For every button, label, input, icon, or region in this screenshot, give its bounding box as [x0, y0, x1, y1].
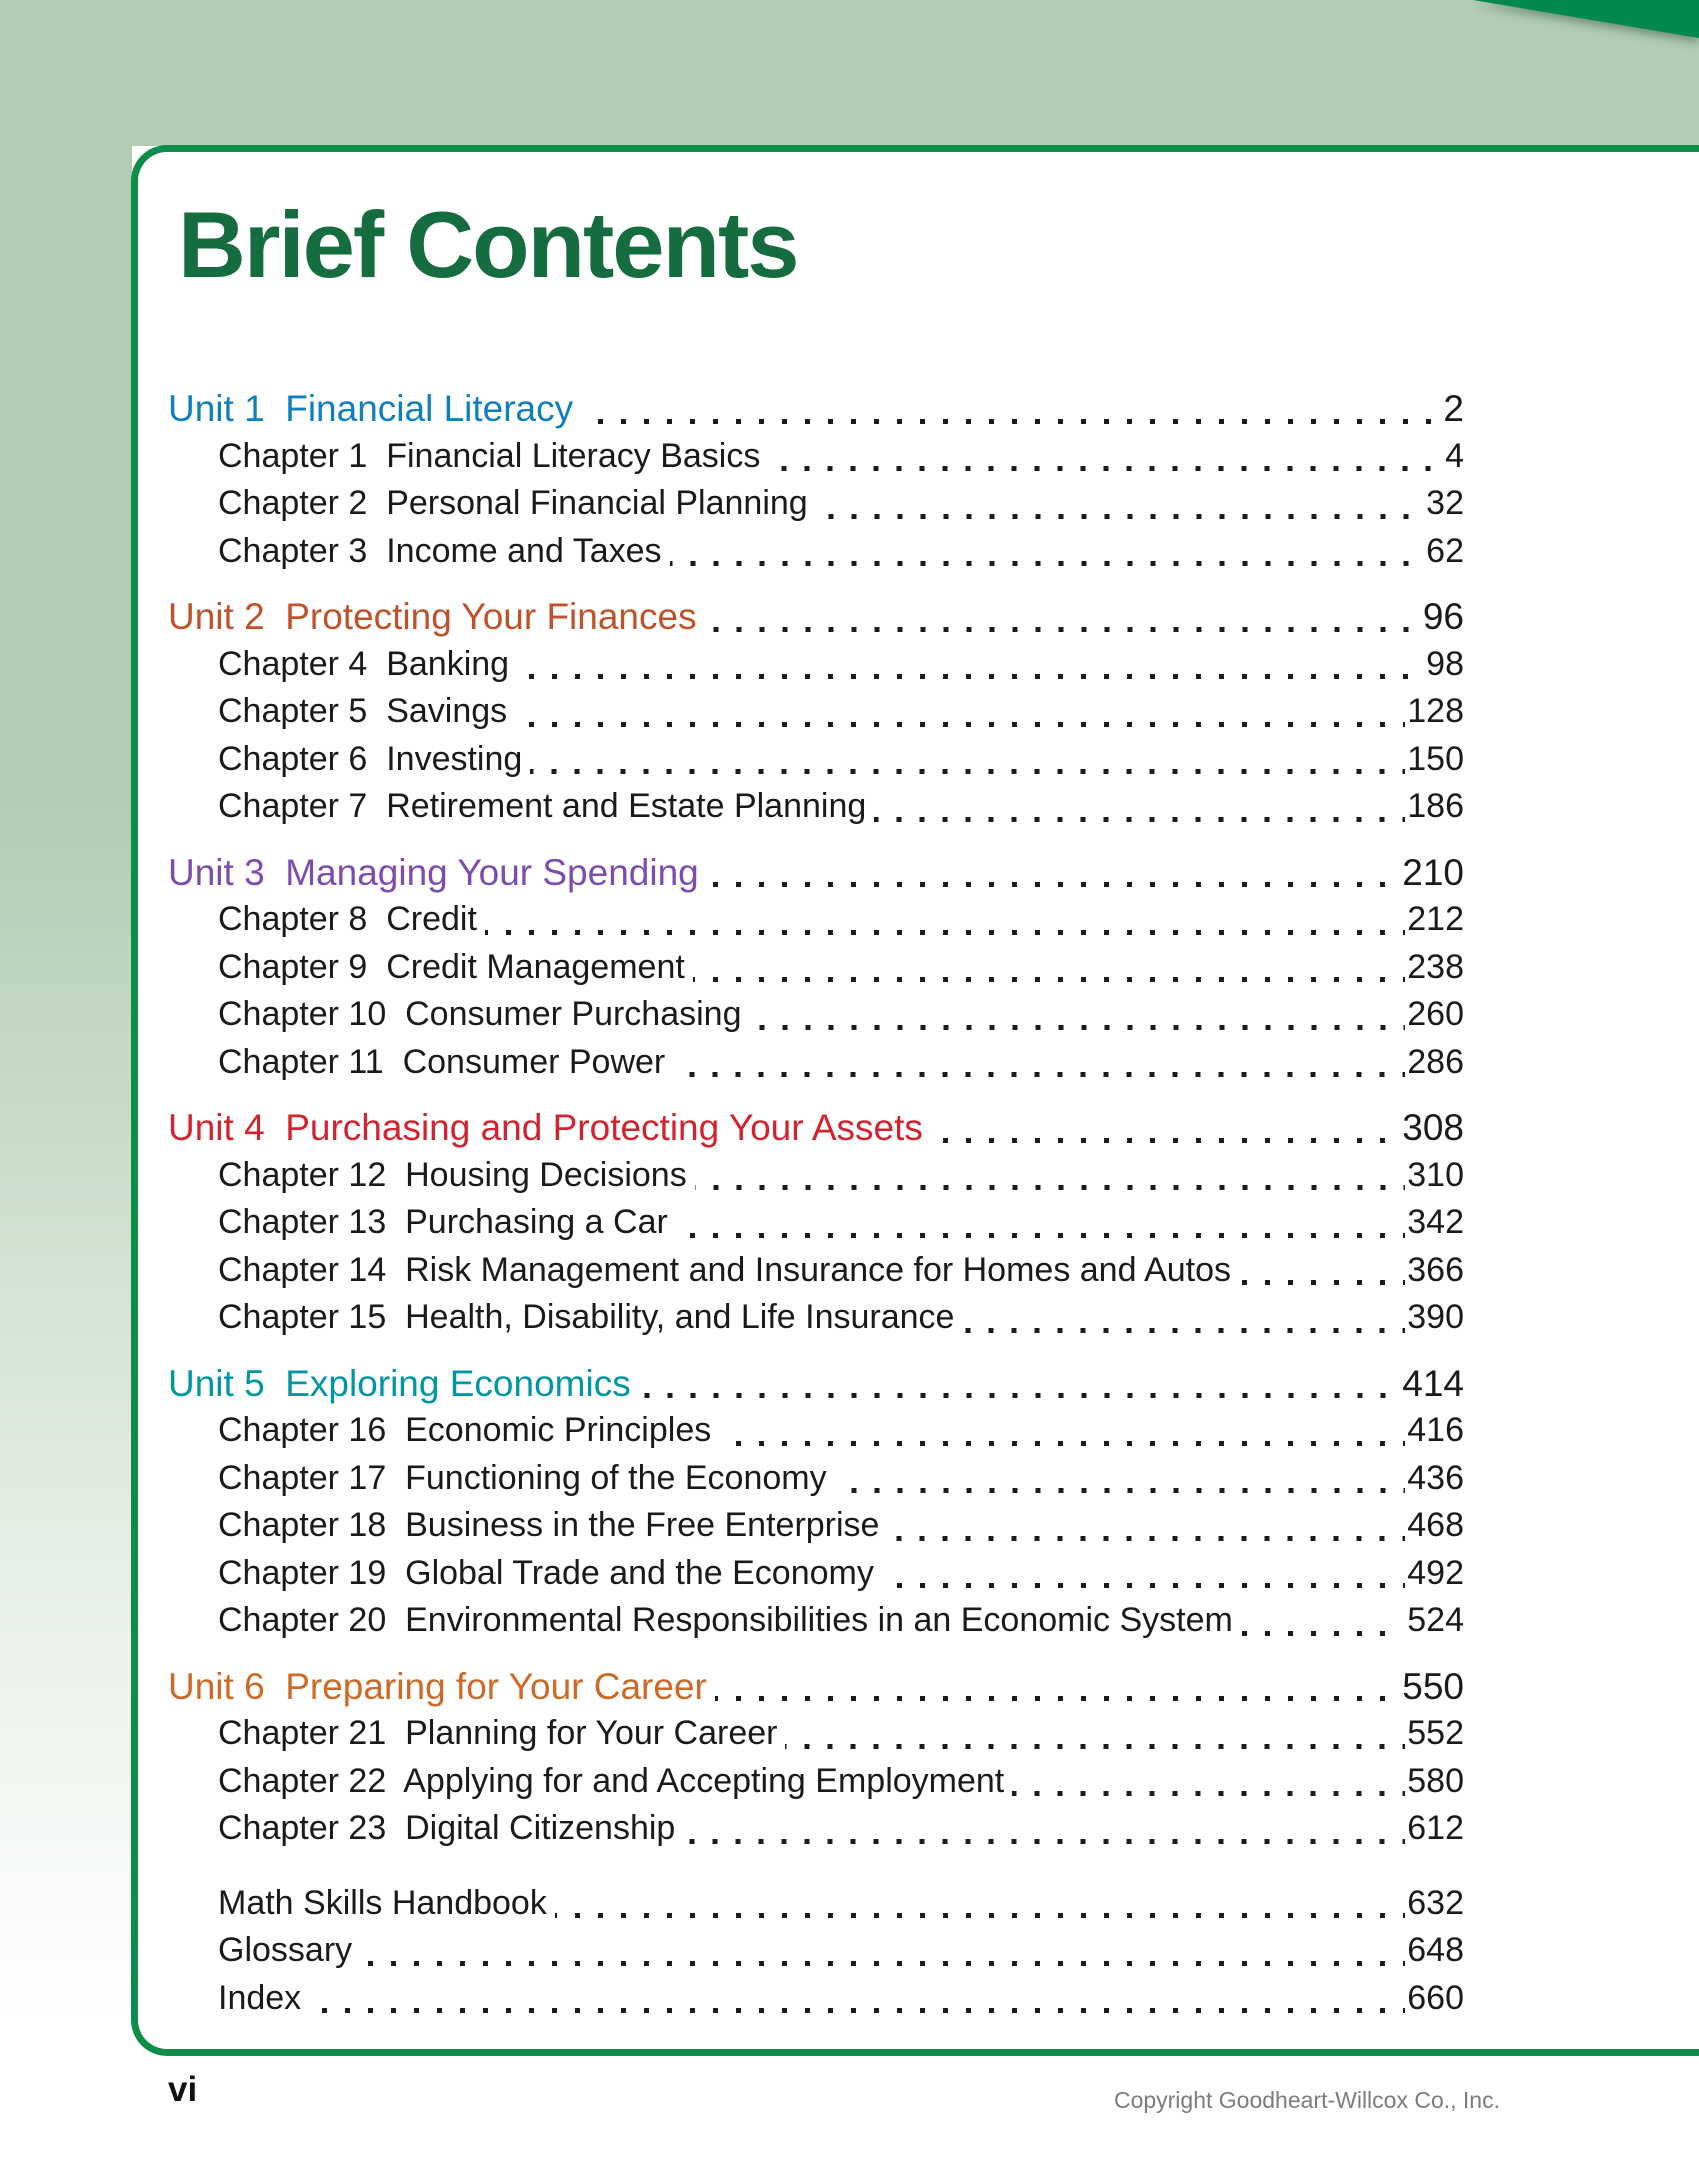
dotted-leader [676, 1233, 1405, 1238]
toc-back-matter-row-page-number: 648 [1407, 1931, 1464, 1969]
toc-chapter-row-page-number: 310 [1407, 1155, 1464, 1194]
toc-chapter-row [168, 1294, 1464, 1342]
toc-unit-1-label: Unit 1 Financial Literacy [168, 388, 574, 429]
toc-chapter-row-label: Chapter 11 Consumer Power [218, 1042, 666, 1081]
dotted-leader [695, 1185, 1406, 1190]
toc-chapter-row-label: Chapter 2 Personal Financial Planning [218, 484, 808, 522]
toc-chapter-row-page-number: 260 [1407, 995, 1464, 1033]
corner-wedge [1473, 0, 1699, 38]
toc-chapter-row [168, 991, 1464, 1039]
toc-chapter-row-label: Chapter 18 Business in the Free Enterprise [218, 1506, 880, 1544]
toc-chapter-row [168, 1805, 1464, 1853]
dotted-leader [673, 1072, 1405, 1077]
dotted-leader [874, 817, 1405, 822]
toc-unit-2-page-number: 96 [1422, 596, 1464, 637]
toc-chapter-row [168, 896, 1464, 944]
toc-back-matter-row-page-number: 660 [1407, 1978, 1464, 2017]
copyright-notice: Copyright Goodheart-Willcox Co., Inc. [1113, 2087, 1500, 2113]
toc-unit-3-page-number: 210 [1402, 851, 1464, 893]
toc-chapter-row-label: Chapter 23 Digital Citizenship [218, 1809, 676, 1847]
toc-chapter-row-label: Chapter 12 Housing Decisions [218, 1155, 687, 1194]
table-of-contents [168, 385, 1464, 2022]
toc-chapter-row [168, 1247, 1464, 1295]
toc-chapter-row-page-number: 416 [1407, 1411, 1464, 1449]
dotted-leader [707, 882, 1401, 887]
toc-chapter-row-page-number: 580 [1407, 1761, 1464, 1800]
toc-chapter-row-label: Chapter 21 Planning for Your Career [218, 1714, 778, 1752]
toc-chapter-row-label: Chapter 7 Retirement and Estate Planning [218, 787, 867, 825]
toc-chapter-row [168, 1455, 1464, 1503]
toc-chapter-row-page-number: 366 [1407, 1250, 1464, 1289]
toc-chapter-row [168, 1502, 1464, 1550]
dotted-leader [309, 2008, 1405, 2013]
toc-chapter-row-page-number: 612 [1407, 1809, 1464, 1847]
toc-chapter-row-label: Chapter 10 Consumer Purchasing [218, 995, 742, 1033]
dotted-leader [715, 1696, 1400, 1701]
dotted-leader [683, 1839, 1405, 1844]
dotted-leader [1012, 1791, 1405, 1796]
toc-chapter-row [168, 528, 1464, 576]
dotted-leader [705, 627, 1421, 632]
toc-chapter-row-page-number: 390 [1407, 1298, 1464, 1336]
toc-chapter-row-label: Chapter 9 Credit Management [218, 947, 685, 986]
toc-chapter-row-label: Chapter 15 Health, Disability, and Life Insurance [218, 1298, 955, 1336]
toc-unit-4-page-number: 308 [1402, 1107, 1464, 1148]
toc-back-matter-row [168, 1927, 1464, 1975]
dotted-leader [882, 1583, 1405, 1588]
toc-chapter-row [168, 736, 1464, 784]
toc-chapter-row [168, 480, 1464, 528]
toc-chapter-row-label: Chapter 13 Purchasing a Car [218, 1203, 668, 1241]
dotted-leader [835, 1488, 1406, 1493]
dotted-leader [816, 514, 1424, 519]
toc-chapter-row-page-number: 552 [1407, 1714, 1464, 1752]
toc-chapter-row-page-number: 286 [1407, 1042, 1464, 1081]
toc-unit-2 [168, 593, 1464, 641]
toc-back-matter-row-label: Math Skills Handbook [218, 1883, 547, 1922]
toc-unit-3 [168, 849, 1464, 897]
dotted-leader [750, 1025, 1406, 1030]
toc-unit-4-label: Unit 4 Purchasing and Protecting Your Assets [168, 1107, 923, 1148]
dotted-leader [931, 1138, 1400, 1143]
toc-chapter-row-page-number: 524 [1407, 1601, 1464, 1639]
toc-chapter-row-label: Chapter 17 Functioning of the Economy [218, 1458, 827, 1497]
toc-chapter-row-label: Chapter 5 Savings [218, 692, 508, 730]
toc-back-matter-row-label: Index [218, 1978, 302, 2017]
toc-chapter-row [168, 1407, 1464, 1455]
dotted-leader [719, 1441, 1405, 1446]
toc-unit-2-label: Unit 2 Protecting Your Finances [168, 596, 697, 637]
toc-chapter-row-page-number: 492 [1407, 1553, 1464, 1592]
toc-chapter-row-page-number: 468 [1407, 1506, 1464, 1544]
dotted-leader [515, 722, 1405, 727]
toc-chapter-row-page-number: 186 [1407, 787, 1464, 825]
dotted-leader [887, 1536, 1405, 1541]
toc-chapter-row-page-number: 62 [1426, 531, 1464, 570]
toc-unit-5 [168, 1360, 1464, 1408]
toc-chapter-row-page-number: 128 [1407, 692, 1464, 730]
toc-unit-5-page-number: 414 [1402, 1362, 1464, 1404]
toc-unit-5-label: Unit 5 Exploring Economics [168, 1362, 631, 1404]
toc-chapter-row-page-number: 238 [1407, 947, 1464, 986]
dotted-leader [517, 674, 1424, 679]
dotted-leader [360, 1961, 1405, 1966]
dotted-leader [1241, 1631, 1389, 1636]
dotted-leader [1239, 1280, 1405, 1285]
toc-unit-3-label: Unit 3 Managing Your Spending [168, 851, 699, 893]
top-green-band [0, 0, 1699, 146]
toc-chapter-row-label: Chapter 22 Applying for and Accepting Employment [218, 1761, 1005, 1800]
toc-chapter-row-label: Chapter 3 Income and Taxes [218, 531, 662, 570]
toc-chapter-row-page-number: 98 [1426, 644, 1464, 683]
toc-unit-1 [168, 385, 1464, 433]
toc-chapter-row [168, 1199, 1464, 1247]
toc-back-matter-row [168, 1880, 1464, 1928]
toc-chapter-row [168, 944, 1464, 992]
page-title: Brief Contents [178, 192, 798, 297]
dotted-leader [693, 977, 1405, 982]
toc-chapter-row [168, 688, 1464, 736]
toc-unit-4 [168, 1104, 1464, 1152]
toc-chapter-row [168, 1710, 1464, 1758]
toc-chapter-row-page-number: 436 [1407, 1458, 1464, 1497]
toc-back-matter-row-label: Glossary [218, 1931, 353, 1969]
toc-chapter-row-page-number: 212 [1407, 900, 1464, 938]
toc-chapter-row [168, 1758, 1464, 1806]
toc-back-matter-row [168, 1975, 1464, 2023]
dotted-leader [962, 1328, 1405, 1333]
toc-chapter-row [168, 433, 1464, 481]
toc-chapter-row-label: Chapter 14 Risk Management and Insurance for Homes and Autos [218, 1250, 1232, 1289]
toc-chapter-row-page-number: 4 [1445, 436, 1464, 475]
toc-chapter-row-label: Chapter 1 Financial Literacy Basics [218, 436, 761, 475]
toc-chapter-row [168, 1152, 1464, 1200]
folio-page-number: vi [168, 2070, 198, 2109]
dotted-leader [768, 466, 1443, 471]
toc-chapter-row-label: Chapter 6 Investing [218, 739, 523, 778]
left-green-band [0, 0, 132, 2085]
dotted-leader [581, 419, 1441, 424]
toc-chapter-row [168, 1550, 1464, 1598]
toc-back-matter-row-page-number: 632 [1407, 1883, 1464, 1922]
dotted-leader [639, 1393, 1401, 1398]
toc-chapter-row-label: Chapter 19 Global Trade and the Economy [218, 1553, 874, 1592]
toc-unit-6-page-number: 550 [1402, 1665, 1464, 1707]
corner-wedge-wrap [1473, 0, 1699, 38]
toc-chapter-row-label: Chapter 8 Credit [218, 900, 477, 938]
toc-unit-6-label: Unit 6 Preparing for Your Career [168, 1665, 707, 1707]
dotted-leader [785, 1744, 1405, 1749]
toc-chapter-row [168, 1597, 1464, 1645]
toc-unit-6 [168, 1663, 1464, 1711]
dotted-leader [670, 561, 1425, 566]
dotted-leader [555, 1913, 1405, 1918]
toc-chapter-row-page-number: 32 [1426, 484, 1464, 522]
dotted-leader [485, 930, 1405, 935]
toc-chapter-row [168, 641, 1464, 689]
toc-chapter-row-label: Chapter 4 Banking [218, 644, 510, 683]
toc-unit-1-page-number: 2 [1443, 388, 1464, 429]
toc-chapter-row-page-number: 150 [1407, 739, 1464, 778]
toc-chapter-row [168, 783, 1464, 831]
toc-chapter-row [168, 1039, 1464, 1087]
toc-chapter-row-label: Chapter 20 Environmental Responsibilities in an Economic System [218, 1601, 1233, 1639]
toc-chapter-row-label: Chapter 16 Economic Principles [218, 1411, 712, 1449]
toc-chapter-row-page-number: 342 [1407, 1203, 1464, 1241]
dotted-leader [530, 769, 1405, 774]
